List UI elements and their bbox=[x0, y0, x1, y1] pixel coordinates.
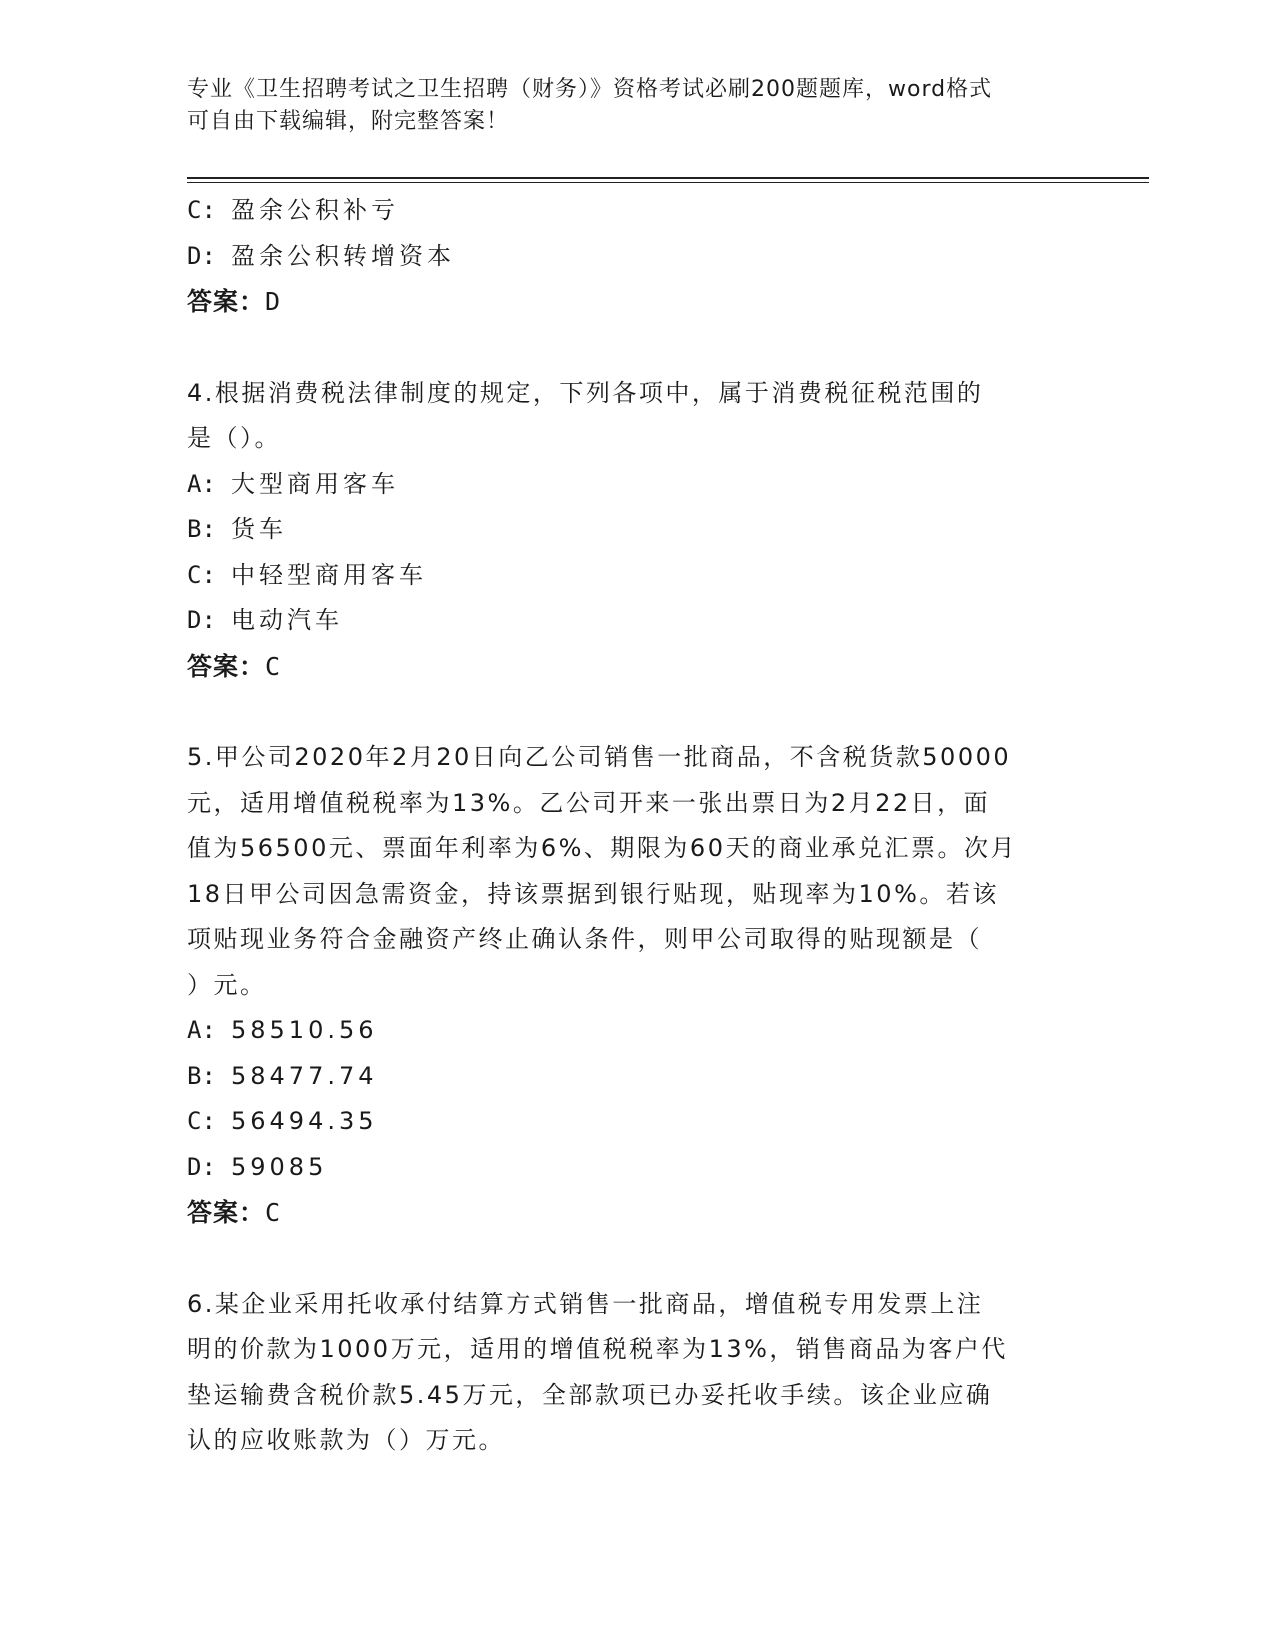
q4-option-c bbox=[187, 553, 1087, 599]
option-label: C: bbox=[187, 560, 216, 589]
option-label: B: bbox=[187, 1061, 216, 1090]
header-line-1: 专业《卫生招聘考试之卫生招聘（财务）》资格考试必刷200题题库，word格式 bbox=[187, 77, 993, 102]
header-line-2: 可自由下载编辑，附完整答案！ bbox=[187, 109, 510, 134]
q4-stem-line-2: 是（）。 bbox=[187, 424, 281, 452]
q4-option-a bbox=[187, 462, 1087, 508]
option-label: D: bbox=[187, 1152, 216, 1181]
answer-value: C bbox=[265, 651, 282, 681]
answer-label: 答案： bbox=[187, 287, 266, 316]
q5-stem-line-3: 值为56500元、票面年利率为6%、期限为60天的商业承兑汇票。次月 bbox=[187, 834, 1017, 862]
spacer bbox=[187, 1236, 1087, 1282]
option-text: 56494.35 bbox=[231, 1107, 378, 1135]
option-label: D: bbox=[187, 606, 216, 634]
q4-answer bbox=[187, 644, 1087, 690]
option-text: 58477.74 bbox=[231, 1061, 378, 1090]
q6-stem-line-3: 垫运输费含税价款5.45万元，全部款项已办妥托收手续。该企业应确 bbox=[187, 1380, 993, 1409]
q3-answer bbox=[187, 279, 1087, 325]
option-label: C: bbox=[187, 196, 216, 224]
q5-stem-line-6: ）元。 bbox=[187, 970, 267, 999]
q6-stem-line-1: 6.某企业采用托收承付结算方式销售一批商品，增值税专用发票上注 bbox=[187, 1289, 984, 1318]
option-label: D: bbox=[187, 241, 216, 270]
option-label: A: bbox=[187, 469, 216, 498]
q4-stem-line-1: 4.根据消费税法律制度的规定，下列各项中，属于消费税征税范围的 bbox=[187, 378, 984, 407]
spacer bbox=[187, 689, 1087, 735]
q5-stem-line-4: 18日甲公司因急需资金，持该票据到银行贴现，贴现率为10%。若该 bbox=[187, 879, 999, 908]
option-text: 盈余公积补亏 bbox=[231, 196, 399, 224]
option-text: 货车 bbox=[231, 515, 287, 543]
header-divider-thick bbox=[187, 177, 1149, 179]
answer-label: 答案： bbox=[187, 1198, 266, 1227]
q5-option-c bbox=[187, 1099, 1087, 1145]
spacer bbox=[187, 325, 1087, 371]
option-label: B: bbox=[187, 515, 216, 543]
q5-option-a bbox=[187, 1008, 1087, 1054]
q3-option-d bbox=[187, 234, 1087, 280]
option-label: C: bbox=[187, 1107, 216, 1135]
document-header bbox=[187, 74, 1067, 138]
q6-stem bbox=[187, 1282, 1067, 1464]
q6-stem-line-2: 明的价款为1000万元，适用的增值税税率为13%，销售商品为客户代 bbox=[187, 1335, 1008, 1363]
q3-option-c bbox=[187, 188, 1087, 234]
option-label: A: bbox=[187, 1016, 216, 1044]
q6-stem-line-4: 认的应收账款为（）万元。 bbox=[187, 1426, 505, 1454]
q4-option-b bbox=[187, 507, 1087, 553]
q5-stem-line-5: 项贴现业务符合金融资产终止确认条件，则甲公司取得的贴现额是（ bbox=[187, 925, 982, 953]
header-divider-thin bbox=[187, 182, 1149, 183]
answer-value: D bbox=[265, 287, 282, 316]
q5-option-b bbox=[187, 1054, 1087, 1100]
q5-stem-line-1: 5.甲公司2020年2月20日向乙公司销售一批商品，不含税货款50000 bbox=[187, 743, 1012, 771]
q5-option-d bbox=[187, 1145, 1087, 1191]
option-text: 中轻型商用客车 bbox=[231, 560, 427, 589]
option-text: 58510.56 bbox=[231, 1016, 378, 1044]
q4-stem bbox=[187, 371, 1067, 462]
q5-stem-line-2: 元，适用增值税税率为13%。乙公司开来一张出票日为2月22日，面 bbox=[187, 788, 991, 817]
option-text: 大型商用客车 bbox=[231, 469, 399, 498]
question-content bbox=[187, 188, 1087, 1464]
option-text: 盈余公积转增资本 bbox=[231, 241, 455, 270]
answer-value: C bbox=[265, 1198, 282, 1227]
option-text: 电动汽车 bbox=[231, 606, 343, 634]
q5-answer bbox=[187, 1190, 1087, 1236]
q4-option-d bbox=[187, 598, 1087, 644]
answer-label: 答案： bbox=[187, 651, 266, 681]
option-text: 59085 bbox=[231, 1152, 328, 1181]
q5-stem bbox=[187, 735, 1067, 1008]
